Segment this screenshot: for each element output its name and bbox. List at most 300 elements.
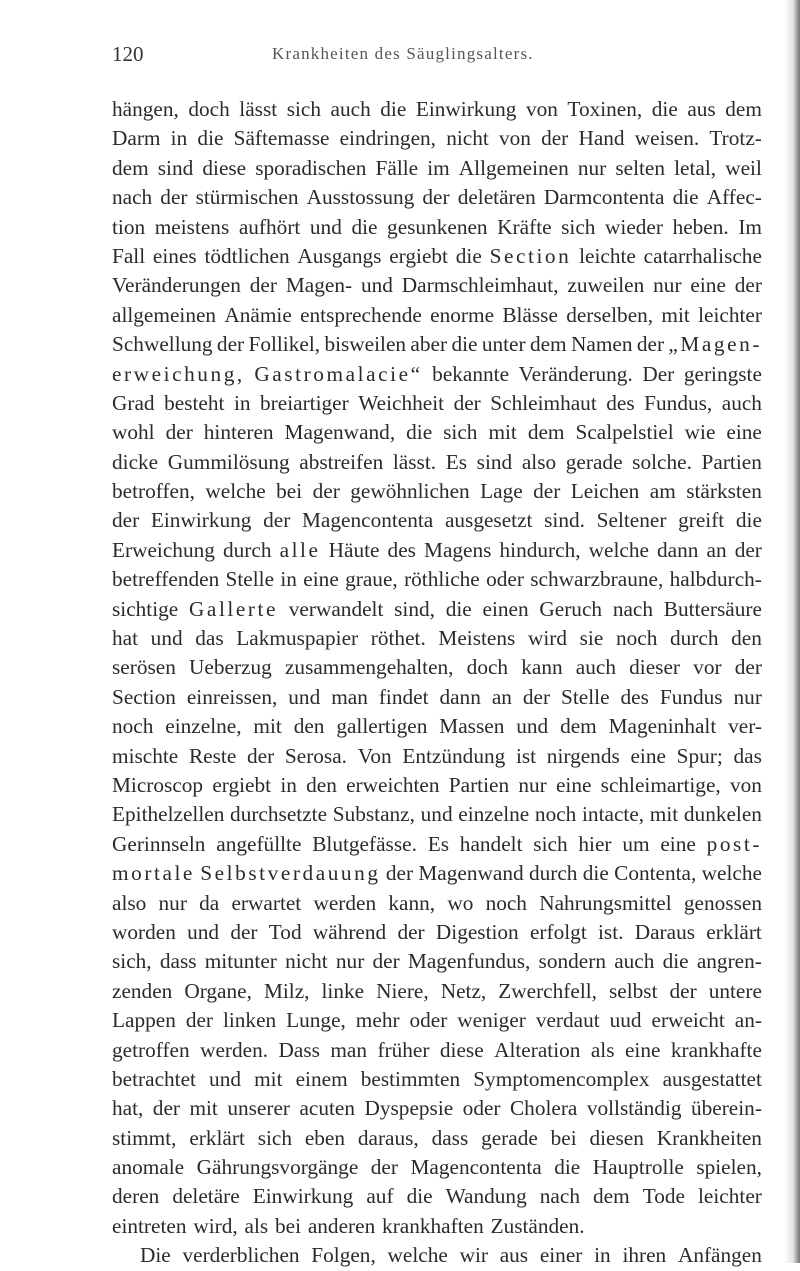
word: weisen. [634, 126, 700, 151]
word: in [233, 390, 251, 415]
word: der [160, 185, 188, 210]
word: Die [140, 1243, 171, 1268]
word: mit [488, 420, 517, 445]
word: anomale [112, 1155, 185, 1180]
word: Partien [701, 449, 762, 474]
word: zuweilen [567, 273, 645, 298]
word: krankhafte [670, 1037, 762, 1062]
text-line [112, 1153, 762, 1182]
word: mit [661, 302, 690, 327]
word: greift [678, 508, 725, 533]
word: zenden [112, 978, 173, 1003]
word: Scalpelstiel [575, 420, 674, 445]
word: dem [527, 420, 565, 445]
word: graue, [345, 567, 398, 592]
word: Magens [424, 537, 492, 562]
word: wohl [112, 420, 155, 445]
text-line [112, 477, 762, 506]
word: des [606, 390, 635, 415]
word: auf [366, 1184, 394, 1209]
word: der [185, 1008, 214, 1033]
word: hinteren [203, 420, 274, 445]
word: verwandelt [288, 596, 384, 621]
word: sich [286, 97, 322, 121]
word: Weichheit [358, 390, 445, 415]
word: das [733, 743, 762, 768]
word: leichter [698, 302, 762, 327]
word: nach [112, 185, 153, 210]
word: sich [533, 831, 568, 856]
text-line [112, 830, 762, 859]
word: noch [615, 626, 658, 651]
word: sichtige [112, 596, 179, 621]
word: einen [482, 596, 529, 621]
word: Von [357, 743, 392, 768]
word: doch [466, 655, 509, 680]
word: Gallerte [189, 596, 279, 621]
word: der [372, 949, 400, 974]
word: mit [253, 714, 282, 739]
word: leichte [579, 243, 636, 268]
word: die [406, 420, 433, 445]
word: Stelle [561, 684, 610, 709]
word: ausgesetzt [444, 508, 533, 533]
word: Gastromalacie“ [254, 361, 423, 386]
word: die [197, 126, 224, 151]
text-line [112, 1065, 762, 1094]
word: Erweichung [112, 537, 215, 562]
word: Fundus, [644, 390, 713, 415]
text-line [112, 977, 762, 1006]
word: der [312, 479, 340, 504]
word: schleimartige, [600, 772, 721, 797]
word: Dass [278, 1037, 320, 1062]
word: entsprechende [300, 302, 422, 327]
word: besteht [164, 390, 225, 415]
word: sporadischen [255, 155, 367, 180]
word: werden [313, 890, 377, 915]
word: kann [521, 655, 563, 680]
text-line [112, 242, 762, 271]
word: tödtlichen [204, 243, 290, 268]
word: angren- [696, 949, 762, 974]
word: an- [734, 1008, 762, 1033]
word: welche [588, 537, 649, 562]
word: Anfängen [677, 1243, 762, 1268]
word: kann, [388, 890, 436, 915]
word: linke [321, 978, 365, 1003]
text-line [112, 271, 762, 300]
word: Seltener [596, 508, 667, 533]
word: mit [649, 802, 679, 827]
word: und [150, 626, 183, 651]
word: dicke [112, 449, 159, 474]
running-title: Krankheiten des Säuglingsalters. [272, 44, 534, 63]
word: von [498, 126, 531, 151]
word: krankhaften [382, 1213, 484, 1238]
word: Hand [578, 126, 625, 151]
word: und [187, 919, 220, 944]
word: eine [690, 273, 726, 298]
text-line [112, 800, 762, 829]
word: wird [527, 626, 567, 651]
word: der [230, 919, 258, 944]
word: Section [112, 684, 176, 709]
word: eindringen, [339, 126, 437, 151]
word: Affec- [706, 185, 762, 210]
word: uud [609, 1008, 642, 1033]
word: weniger [457, 1008, 526, 1033]
word: mortale [112, 861, 195, 886]
word: man [331, 684, 368, 709]
word: Lakmuspapier [236, 626, 359, 651]
word: doch [188, 97, 230, 121]
word: weil [725, 155, 762, 180]
word: nach [612, 596, 654, 621]
word: Tode [642, 1184, 685, 1209]
text-line [112, 536, 762, 565]
text-line [112, 124, 762, 153]
word: der [453, 390, 481, 415]
word: den [293, 714, 325, 739]
word: eine [630, 743, 666, 768]
word: welche [205, 479, 266, 504]
word: Meistens [438, 626, 516, 651]
word: von [729, 772, 762, 797]
text-line [112, 418, 762, 447]
word: ver- [728, 714, 762, 739]
word: bei [550, 1125, 577, 1150]
word: gesunkenen [387, 214, 488, 239]
word: verdaut [535, 1008, 600, 1033]
word: durch [528, 861, 578, 886]
word: Digestion [435, 919, 519, 944]
word: sondern [538, 949, 606, 974]
word: nach [539, 1184, 580, 1209]
word: dass [431, 1125, 469, 1150]
text-line [112, 1212, 762, 1241]
word: Namen [570, 332, 633, 357]
word: von [525, 97, 558, 121]
word: dem [560, 714, 597, 739]
word: linken [222, 1008, 277, 1033]
word: an [706, 537, 727, 562]
word: ergiebt [389, 243, 448, 268]
word: einreissen, [186, 684, 278, 709]
word: Anämie [224, 302, 292, 327]
word: Alteration [494, 1037, 581, 1062]
text-line [112, 1036, 762, 1065]
word: dieser [629, 655, 681, 680]
word: sich, [112, 949, 152, 974]
word: wie [684, 420, 716, 445]
page-number: 120 [112, 42, 144, 66]
word: Buttersäure [663, 596, 762, 621]
word: der [734, 655, 762, 680]
word: hat [112, 626, 139, 651]
word: diese [202, 155, 247, 180]
word: Darm [112, 126, 161, 151]
word: daraus, [357, 1125, 419, 1150]
word: der [263, 508, 291, 533]
word: den [306, 772, 337, 797]
word: gewöhnlichen [350, 479, 470, 504]
word: derselben, [566, 302, 654, 327]
word: getroffen [112, 1037, 190, 1062]
word: der [669, 978, 697, 1003]
word: im [427, 155, 450, 180]
word: Lage [480, 479, 523, 504]
text-line [112, 565, 762, 594]
word: Grad [112, 390, 155, 415]
text-line [112, 448, 762, 477]
word: die [445, 596, 472, 621]
word: und [420, 802, 453, 827]
word: überein- [690, 1096, 762, 1121]
word: gallertigen [336, 714, 428, 739]
word: der [734, 537, 762, 562]
word: auch [721, 390, 762, 415]
word: heben. [672, 214, 729, 239]
word: sind. [544, 508, 585, 533]
word: bisweilen [324, 332, 407, 357]
word: Substanz, [332, 802, 415, 827]
word: dem [593, 1184, 630, 1209]
word: nur [518, 772, 547, 797]
word: einzelne [458, 802, 530, 827]
word: der [370, 1155, 398, 1180]
text-line [112, 506, 762, 535]
word: nicht [285, 949, 328, 974]
word: wir [459, 1243, 488, 1268]
page-edge-shadow [784, 0, 800, 1263]
word: früher [377, 1037, 430, 1062]
word: auch [614, 949, 655, 974]
word: wieder [605, 214, 663, 239]
word: post- [706, 831, 762, 856]
word: Ausstossung [306, 185, 415, 210]
word: dann [439, 684, 481, 709]
word: sich [561, 214, 596, 239]
word: des [620, 684, 649, 709]
word: allgemeinen [112, 302, 217, 327]
text-line [112, 771, 762, 800]
word: in [280, 772, 297, 797]
word: der [249, 273, 277, 298]
word: stärksten [686, 479, 762, 504]
word: Magenfundus, [407, 949, 531, 974]
word: Epithelzellen [112, 802, 225, 827]
word: nur [653, 273, 682, 298]
word: Trotz- [709, 126, 762, 151]
word: Netz, [440, 978, 487, 1003]
word: eine [303, 567, 339, 592]
word: Hauptrolle [592, 1155, 684, 1180]
word: wird, [193, 1213, 238, 1238]
word: letal, [674, 155, 717, 180]
word: Darmschleimhaut, [401, 273, 559, 298]
word: Stelle [225, 567, 275, 592]
text-line [112, 330, 762, 359]
word: ist. [598, 919, 624, 944]
word: Im [738, 214, 762, 239]
word: Allgemeinen [458, 155, 569, 180]
word: hat, [112, 1096, 144, 1121]
word: halbdurch- [669, 567, 762, 592]
word: Wandung [445, 1184, 527, 1209]
word: Toxinen, [567, 97, 643, 121]
word: mischte [112, 743, 179, 768]
word: das [195, 626, 224, 651]
text-line [112, 389, 762, 418]
word: Gummilösung [167, 449, 290, 474]
word: Blässe [502, 302, 558, 327]
word: dem [725, 97, 762, 121]
word: findet [378, 684, 429, 709]
word: intacte, [582, 802, 645, 827]
word: Section [489, 243, 572, 268]
word: erfolgt [529, 919, 587, 944]
word: erwartet [231, 890, 302, 915]
word: Magenwand [418, 861, 524, 886]
word: röthliche [404, 567, 480, 592]
word: Dyspepsie [364, 1096, 454, 1121]
word: sind [157, 155, 194, 180]
word: Folgen, [311, 1243, 376, 1268]
word: Schwellung [112, 332, 213, 357]
word: aber [410, 332, 448, 357]
word: durchsetzte [230, 802, 328, 827]
word: Darmcontenta [543, 185, 665, 210]
word: wo [447, 890, 474, 915]
word: Partien [448, 772, 510, 797]
word: deren [112, 1184, 160, 1209]
word: unter [481, 332, 526, 357]
word: bestimmten [360, 1066, 461, 1091]
word: Serosa. [284, 743, 347, 768]
word: sind [476, 449, 513, 474]
word: Daraus [634, 919, 696, 944]
word: eben [304, 1125, 346, 1150]
text-line [112, 1182, 762, 1211]
word: Spur; [676, 743, 723, 768]
word: da [199, 890, 220, 915]
word: sich [443, 420, 478, 445]
word: Microscop [112, 772, 204, 797]
word: Gährungsvorgänge [196, 1155, 359, 1180]
word: Kräfte [497, 214, 552, 239]
word: also [112, 890, 147, 915]
word: Magencontenta [410, 1155, 542, 1180]
word: vollständig [586, 1096, 682, 1121]
word: eine [726, 420, 762, 445]
word: breiartiger [260, 390, 349, 415]
word: der [112, 508, 140, 533]
word: erweichten [346, 772, 440, 797]
running-head [112, 42, 752, 72]
word: die [672, 185, 699, 210]
word: Geruch [539, 596, 603, 621]
word: unserer [227, 1096, 290, 1121]
word: Zuständen. [490, 1213, 585, 1238]
word: der [246, 743, 275, 768]
text-line [112, 95, 762, 124]
word: hier [578, 831, 612, 856]
word: die [451, 332, 478, 357]
word: Niere, [376, 978, 429, 1003]
word: und [288, 684, 321, 709]
word: nur [733, 684, 762, 709]
word: dass [159, 949, 197, 974]
word: die [554, 1155, 581, 1180]
word: enorme [430, 302, 495, 327]
word: aufhört [238, 214, 301, 239]
text-line [112, 154, 762, 183]
word: Fälle [375, 155, 419, 180]
word: bekannte [432, 361, 510, 386]
word: und [209, 1066, 241, 1091]
word: nur [158, 890, 187, 915]
word: während [312, 919, 387, 944]
word: um [622, 831, 650, 856]
word: Tod [268, 919, 302, 944]
word: dann [657, 537, 699, 562]
word: man [330, 1037, 368, 1062]
word: in [280, 567, 297, 592]
word: erweicht [651, 1008, 725, 1033]
word: geringste [683, 361, 762, 386]
word: catarrhalische [643, 243, 762, 268]
word: Einwirkung [150, 508, 252, 533]
word: welche [387, 1243, 448, 1268]
word: schwarzbraune, [530, 567, 664, 592]
word: noch [112, 714, 154, 739]
word: bei [276, 479, 303, 504]
word: aus [499, 1243, 529, 1268]
word: ist [515, 743, 537, 768]
word: vor [693, 655, 722, 680]
word: den [731, 626, 762, 651]
word: Schleimhaut [490, 390, 597, 415]
text-line [112, 859, 762, 888]
word: oder [462, 1096, 501, 1121]
word: Blutgefässe. [312, 831, 417, 856]
word: der [385, 861, 414, 886]
word: betrachtet [112, 1066, 196, 1091]
word: hindurch, [499, 537, 581, 562]
text-line [112, 653, 762, 682]
word: die [651, 97, 678, 121]
word: ausgestattet [662, 1066, 762, 1091]
word: eine [555, 772, 592, 797]
word: Fundus [659, 684, 723, 709]
word: gerade [481, 1125, 538, 1150]
word: Leichen [570, 479, 640, 504]
body-text [112, 95, 762, 1271]
word: durch [670, 626, 719, 651]
word: durch [222, 537, 272, 562]
word: spielen, [696, 1155, 762, 1180]
word: der [422, 185, 450, 210]
text-line [112, 683, 762, 712]
text-line [112, 595, 762, 624]
word: nicht [446, 126, 489, 151]
word: erklärt [706, 919, 762, 944]
word: Gerinnseln [112, 831, 206, 856]
word: Nahrungsmittel [539, 890, 672, 915]
word: anderen [307, 1213, 376, 1238]
word: auch [575, 655, 616, 680]
